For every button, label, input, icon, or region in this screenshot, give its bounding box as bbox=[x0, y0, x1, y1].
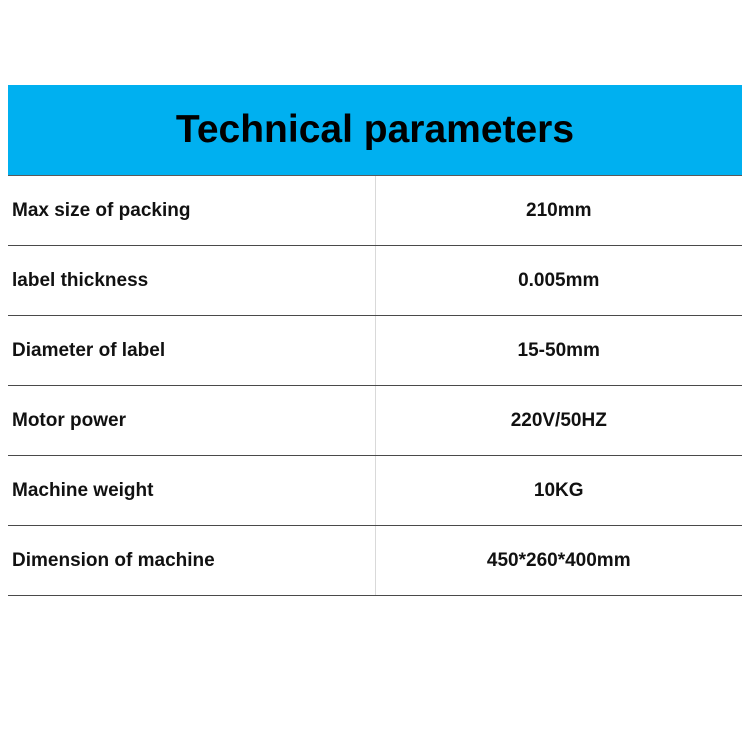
parameter-value-diameter: 15-50mm bbox=[375, 316, 742, 386]
table-title: Technical parameters bbox=[8, 85, 742, 176]
table-row bbox=[8, 246, 742, 316]
parameter-value-dimension: 450*260*400mm bbox=[375, 526, 742, 596]
parameter-label-label-thickness: label thickness bbox=[8, 246, 375, 316]
parameter-value-label-thickness: 0.005mm bbox=[375, 246, 742, 316]
parameter-label-diameter: Diameter of label bbox=[8, 316, 375, 386]
table-row bbox=[8, 176, 742, 246]
table-row bbox=[8, 316, 742, 386]
parameter-value-max-size: 210mm bbox=[375, 176, 742, 246]
table-header-row bbox=[8, 85, 742, 176]
parameter-value-motor-power: 220V/50HZ bbox=[375, 386, 742, 456]
table-row bbox=[8, 456, 742, 526]
technical-parameters-table bbox=[8, 85, 742, 596]
parameter-label-machine-weight: Machine weight bbox=[8, 456, 375, 526]
parameter-label-motor-power: Motor power bbox=[8, 386, 375, 456]
parameter-value-machine-weight: 10KG bbox=[375, 456, 742, 526]
table-row bbox=[8, 386, 742, 456]
parameter-label-dimension: Dimension of machine bbox=[8, 526, 375, 596]
table-row bbox=[8, 526, 742, 596]
parameter-label-max-size: Max size of packing bbox=[8, 176, 375, 246]
